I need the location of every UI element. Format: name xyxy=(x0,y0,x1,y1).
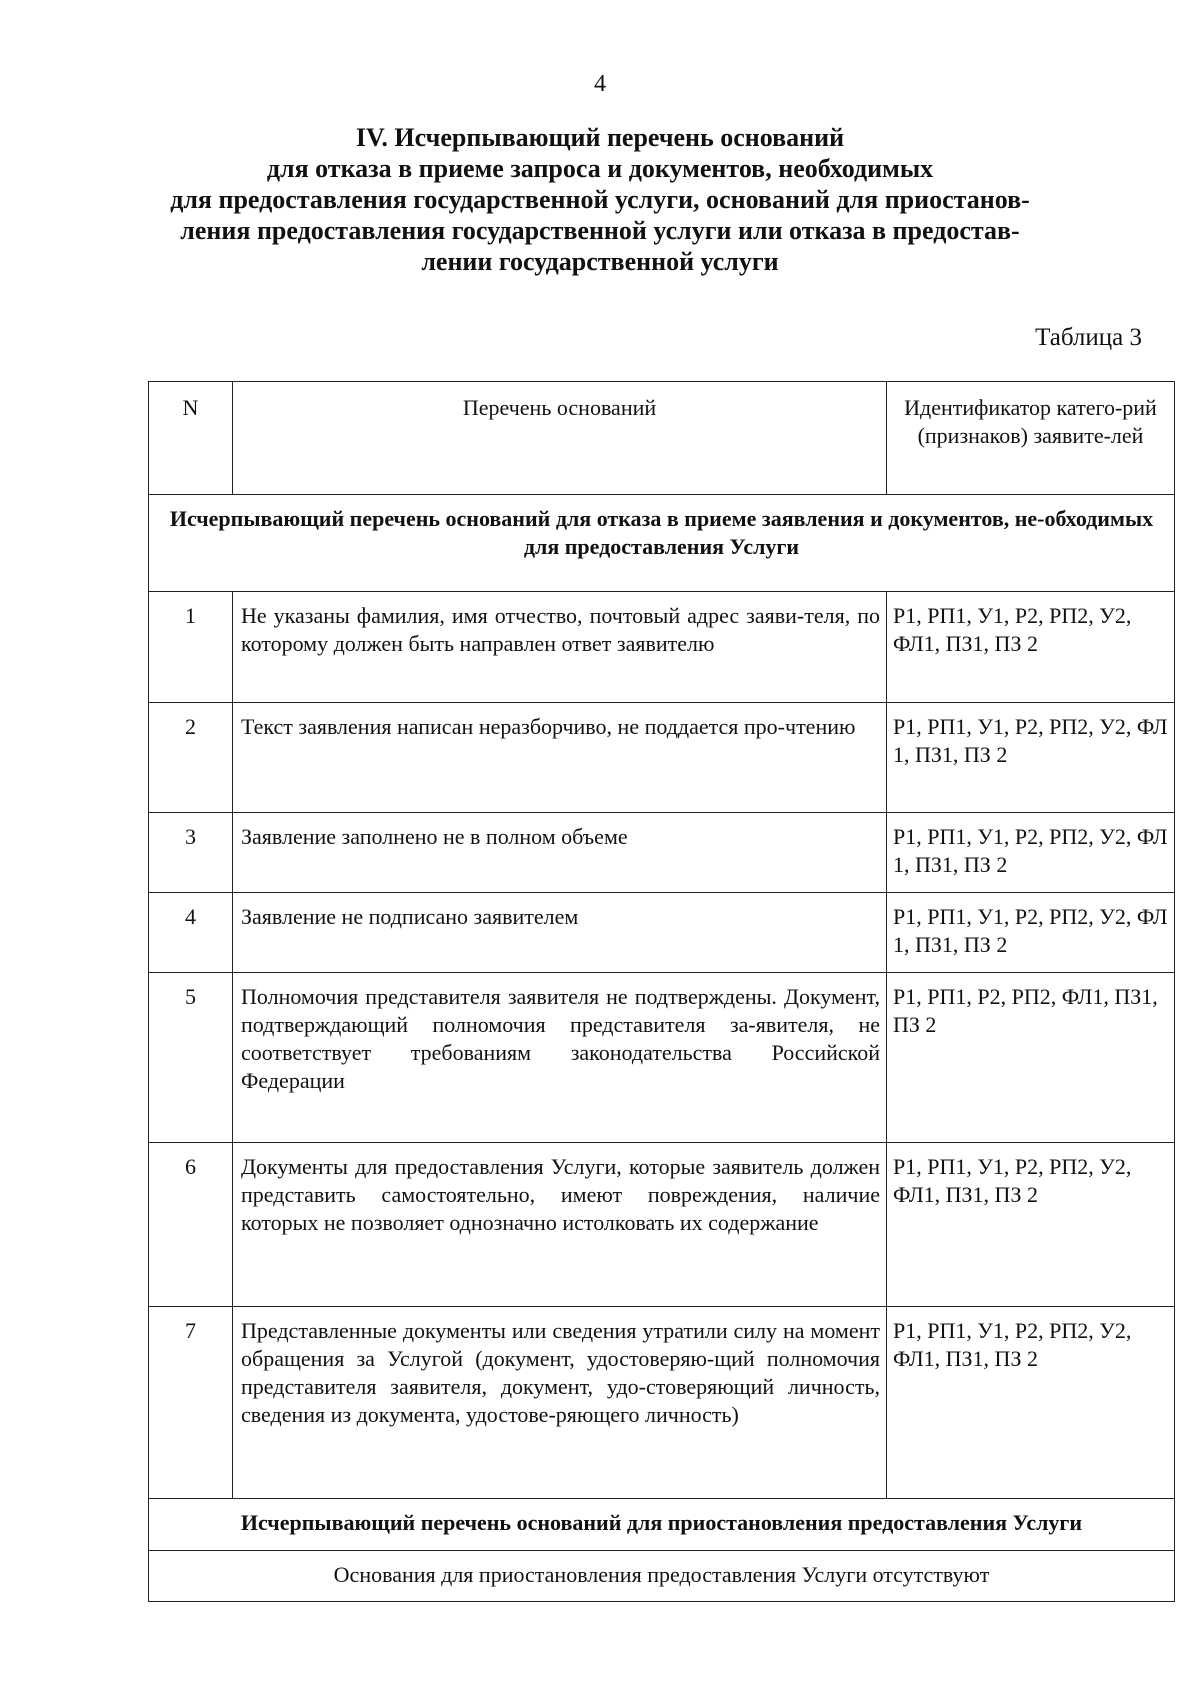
row-identifiers: Р1, РП1, У1, Р2, РП2, У2, ФЛ1, ПЗ1, ПЗ 2 xyxy=(887,1143,1175,1307)
row-num: 1 xyxy=(149,592,233,703)
header-identifier: Идентификатор катего-рий (признаков) заявите-лей xyxy=(887,382,1175,495)
row-reason: Заявление не подписано заявителем xyxy=(233,893,887,973)
table-caption: Таблица 3 xyxy=(1035,324,1142,351)
heading-line: для предоставления государственной услуги, оснований для приостанов- xyxy=(170,185,1030,214)
row-num: 4 xyxy=(149,893,233,973)
row-identifiers: Р1, РП1, У1, Р2, РП2, У2, ФЛ1, ПЗ1, ПЗ 2 xyxy=(887,1307,1175,1499)
table-row xyxy=(149,1143,1175,1307)
row-num: 2 xyxy=(149,703,233,813)
row-reason: Полномочия представителя заявителя не подтверждены. Документ, подтверждающий полномочия представителя за-явителя, не соответствует требованиям законодательства Российской Федерации xyxy=(233,973,887,1143)
table-row xyxy=(149,1307,1175,1499)
table-row xyxy=(149,893,1175,973)
heading-line: лении государственной услуги xyxy=(421,247,779,276)
header-reasons: Перечень оснований xyxy=(233,382,887,495)
section-row-refusal xyxy=(149,495,1175,592)
table-row xyxy=(149,592,1175,703)
row-identifiers: Р1, РП1, У1, Р2, РП2, У2, ФЛ 1, ПЗ1, ПЗ 2 xyxy=(887,813,1175,893)
table-row xyxy=(149,703,1175,813)
row-num: 3 xyxy=(149,813,233,893)
row-reason: Текст заявления написан неразборчиво, не поддается про-чтению xyxy=(233,703,887,813)
row-num: 6 xyxy=(149,1143,233,1307)
section-title-refusal: Исчерпывающий перечень оснований для отказа в приеме заявления и документов, не-обходимых для предоставления Услуги xyxy=(149,495,1175,592)
page-number: 4 xyxy=(594,71,606,97)
row-identifiers: Р1, РП1, Р2, РП2, ФЛ1, ПЗ1, ПЗ 2 xyxy=(887,973,1175,1143)
row-identifiers: Р1, РП1, У1, Р2, РП2, У2, ФЛ 1, ПЗ1, ПЗ 2 xyxy=(887,893,1175,973)
table-row xyxy=(149,813,1175,893)
section-heading xyxy=(120,122,1080,277)
table-row xyxy=(149,973,1175,1143)
heading-line: ления предоставления государственной услуги или отказа в предостав- xyxy=(180,216,1020,245)
section-title-suspension: Исчерпывающий перечень оснований для приостановления предоставления Услуги xyxy=(149,1499,1175,1551)
row-reason: Заявление заполнено не в полном объеме xyxy=(233,813,887,893)
header-num: N xyxy=(149,382,233,495)
row-num: 5 xyxy=(149,973,233,1143)
suspension-row xyxy=(149,1551,1175,1602)
row-reason: Документы для предоставления Услуги, которые заявитель должен представить самостоятельно, имеют повреждения, наличие которых не позволяет однозначно истолковать их содержание xyxy=(233,1143,887,1307)
table-header-row xyxy=(149,382,1175,495)
heading-line: IV. Исчерпывающий перечень оснований xyxy=(355,123,845,152)
row-reason: Не указаны фамилия, имя отчество, почтовый адрес заяви-теля, по которому должен быть направлен ответ заявителю xyxy=(233,592,887,703)
row-num: 7 xyxy=(149,1307,233,1499)
row-identifiers: Р1, РП1, У1, Р2, РП2, У2, ФЛ 1, ПЗ1, ПЗ 2 xyxy=(887,703,1175,813)
suspension-text: Основания для приостановления предоставления Услуги отсутствуют xyxy=(149,1551,1175,1602)
section-row-suspension xyxy=(149,1499,1175,1551)
row-identifiers: Р1, РП1, У1, Р2, РП2, У2, ФЛ1, ПЗ1, ПЗ 2 xyxy=(887,592,1175,703)
row-reason: Представленные документы или сведения утратили силу на момент обращения за Услугой (документ, удостоверяю-щий полномочия представителя заявителя, документ, удо-стоверяющий личность, сведения из документа, удостове-ряющего личность) xyxy=(233,1307,887,1499)
heading-line: для отказа в приеме запроса и документов, необходимых xyxy=(266,154,934,183)
grounds-table xyxy=(148,381,1175,1602)
